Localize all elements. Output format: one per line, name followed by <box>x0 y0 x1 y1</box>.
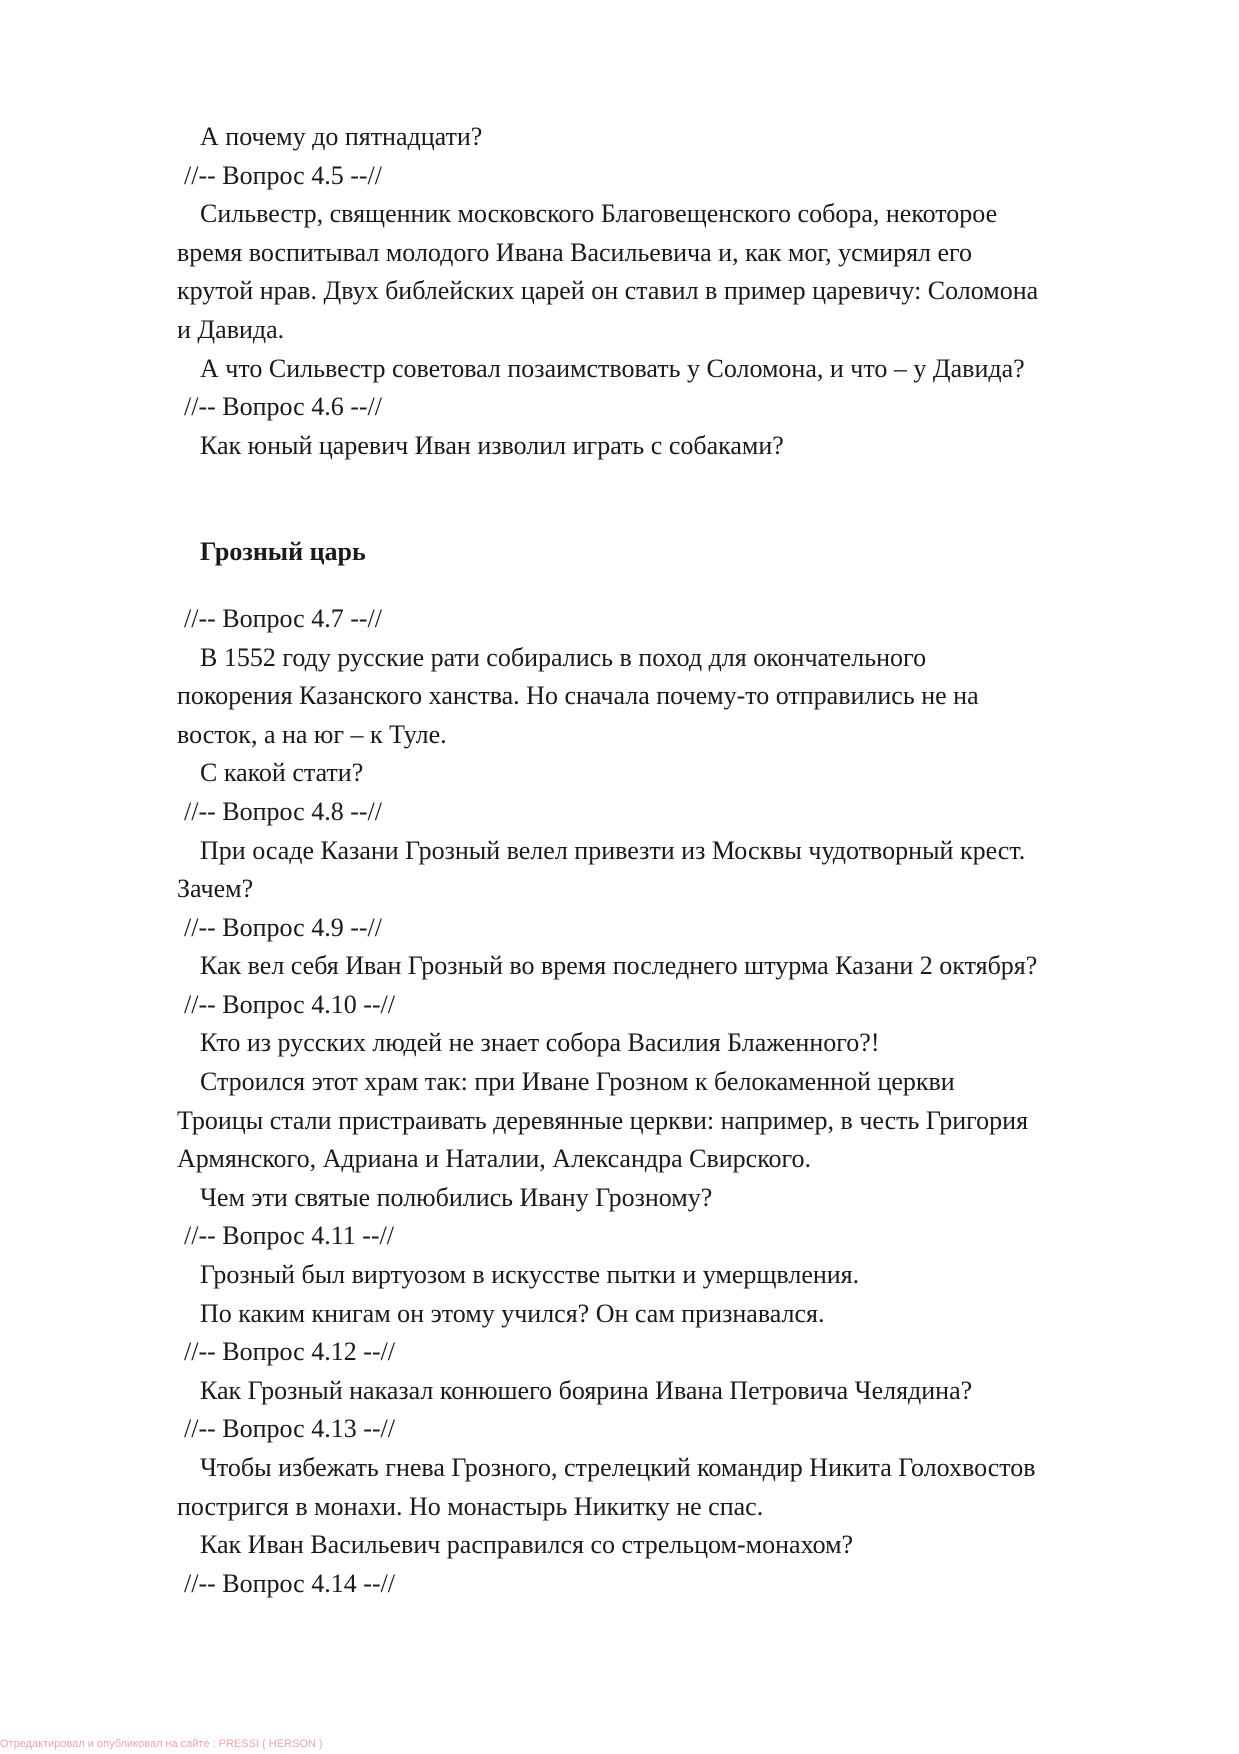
question-marker: //-- Вопрос 4.11 --// <box>184 1221 395 1251</box>
question-marker: //-- Вопрос 4.9 --// <box>184 912 382 942</box>
text-line: Грозный был виртуозом в искусстве пытки и умерщвления. <box>200 1260 860 1290</box>
text-line: Зачем? <box>177 874 254 904</box>
text-line: покорения Казанского ханства. Но сначала почему-то отправились не на <box>177 681 979 711</box>
text-line: В 1552 году русские рати собирались в поход для окончательного <box>200 642 927 672</box>
text-line: Как Иван Васильевич расправился со стрельцом-монахом? <box>200 1530 854 1560</box>
text-block-main <box>177 600 1152 1603</box>
text-line: Как вел себя Иван Грозный во время последнего штурма Казани 2 октября? <box>200 951 1038 981</box>
spacer <box>177 572 1152 600</box>
text-line: По каким книгам он этому учился? Он сам признавался. <box>200 1298 825 1328</box>
question-marker: //-- Вопрос 4.12 --// <box>184 1337 395 1367</box>
text-line: С какой стати? <box>200 758 364 788</box>
text-line: Как юный царевич Иван изволил играть с собаками? <box>200 430 784 460</box>
text-line: Строился этот храм так: при Иване Грозном к белокаменной церкви <box>200 1067 955 1097</box>
text-line: При осаде Казани Грозный велел привезти из Москвы чудотворный крест. <box>200 835 1026 865</box>
footer-watermark: Отредактировал и опубликовал на сайте : PRESSI ( HERSON ) <box>0 1738 323 1750</box>
text-line: Как Грозный наказал конюшего боярина Ивана Петровича Челядина? <box>200 1375 973 1405</box>
document-page <box>177 118 1152 1603</box>
section-heading: Грозный царь <box>200 537 366 567</box>
text-line: постригся в монахи. Но монастырь Никитку не спас. <box>177 1491 764 1521</box>
text-block-top <box>177 118 1152 465</box>
question-marker: //-- Вопрос 4.10 --// <box>184 989 395 1019</box>
question-marker: //-- Вопрос 4.8 --// <box>184 796 382 826</box>
text-line: А почему до пятнадцати? <box>200 122 483 151</box>
spacer <box>177 465 1152 533</box>
text-line: Армянского, Адриана и Наталии, Александра Свирского. <box>177 1144 812 1174</box>
text-line: и Давида. <box>177 314 285 344</box>
text-line: время воспитывал молодого Ивана Васильевича и, как мог, усмирял его <box>177 237 973 267</box>
text-line: восток, а на юг – к Туле. <box>177 719 447 749</box>
text-line: Чем эти святые полюбились Ивану Грозному? <box>200 1182 713 1212</box>
question-marker: //-- Вопрос 4.7 --// <box>184 603 382 633</box>
text-line: крутой нрав. Двух библейских царей он ставил в пример царевичу: Соломона <box>177 276 1039 306</box>
text-line: Чтобы избежать гнева Грозного, стрелецкий командир Никита Голохвостов <box>200 1453 1036 1482</box>
text-line: Кто из русских людей не знает собора Василия Блаженного?! <box>200 1028 880 1058</box>
question-marker: //-- Вопрос 4.14 --// <box>184 1568 395 1598</box>
question-marker: //-- Вопрос 4.5 --// <box>184 160 382 190</box>
text-line: А что Сильвестр советовал позаимствовать у Соломона, и что – у Давида? <box>200 353 1025 383</box>
question-marker: //-- Вопрос 4.6 --// <box>184 392 382 422</box>
question-marker: //-- Вопрос 4.13 --// <box>184 1414 395 1444</box>
text-line: Троицы стали пристраивать деревянные церкви: например, в честь Григория <box>177 1105 1029 1135</box>
text-line: Сильвестр, священник московского Благовещенского собора, некоторое <box>200 199 998 229</box>
